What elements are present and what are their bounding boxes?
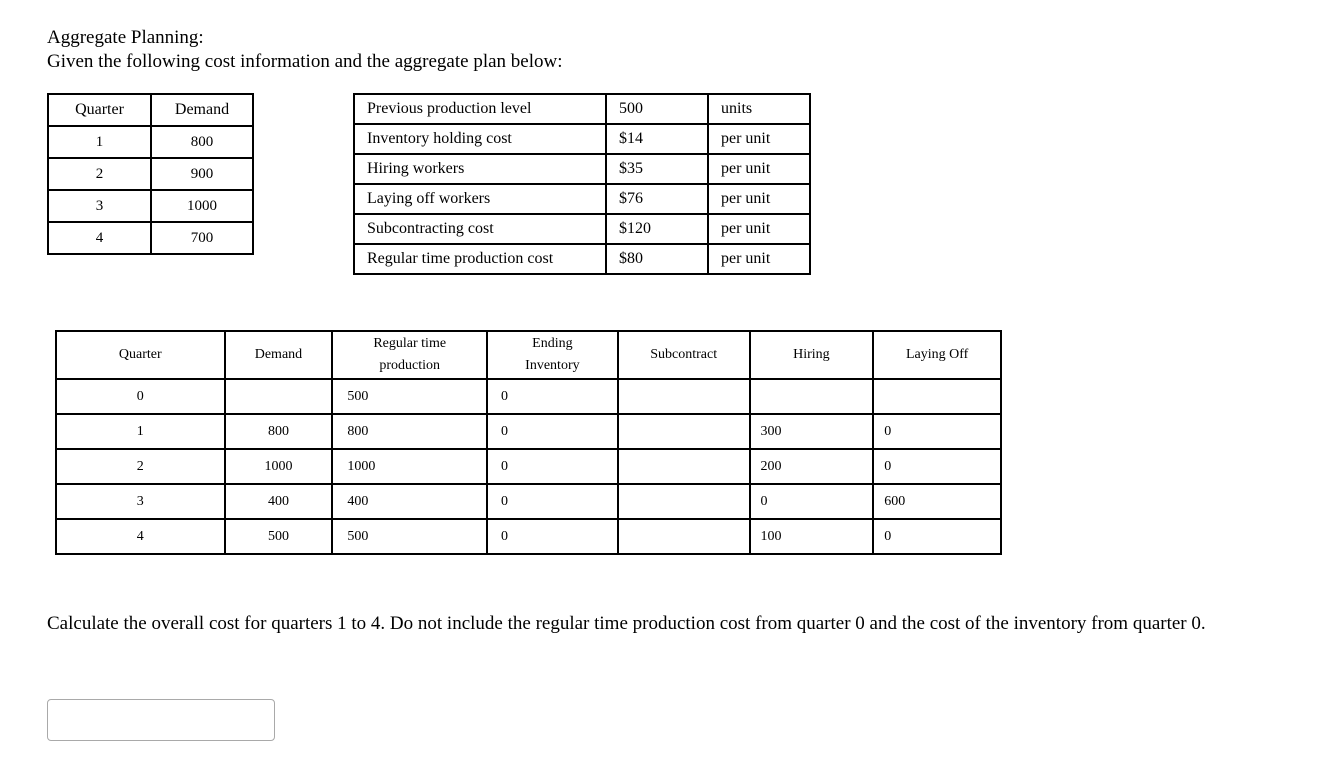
cost-label: Previous production level [354,94,606,124]
header-ending-line-2: Inventory [525,358,580,373]
cell-demand: 500 [225,519,333,554]
cell-hiring [750,379,874,414]
cell-subcontract [618,519,750,554]
header-subcontract: Subcontract [618,331,750,379]
cost-value: $120 [606,214,708,244]
heading-line-2: Given the following cost information and the aggregate plan below: [47,51,563,72]
page-heading [47,26,563,74]
cell-regular-production: 800 [332,414,487,449]
cell-demand [225,379,333,414]
cell-regular-production: 500 [332,379,487,414]
cell-demand: 1000 [225,449,333,484]
cell-quarter: 4 [48,222,151,254]
cost-label: Subcontracting cost [354,214,606,244]
cost-label: Hiring workers [354,154,606,184]
cost-unit: per unit [708,244,810,274]
cost-unit: per unit [708,124,810,154]
question-text: Calculate the overall cost for quarters 1 to 4. Do not include the regular time production cost from quarter 0 and the cost of the inventory from quarter 0. [47,613,1206,634]
cell-regular-production: 500 [332,519,487,554]
header-laying-off: Laying Off [873,331,1001,379]
answer-input[interactable] [47,699,275,741]
cell-ending-inventory: 0 [487,519,618,554]
cell-subcontract [618,484,750,519]
cell-quarter: 2 [48,158,151,190]
cell-ending-inventory: 0 [487,379,618,414]
cost-unit: per unit [708,154,810,184]
cell-demand: 900 [151,158,253,190]
table-row [354,244,810,274]
cell-quarter: 3 [48,190,151,222]
cell-quarter: 0 [56,379,225,414]
header-hiring: Hiring [750,331,874,379]
cell-hiring: 0 [750,484,874,519]
cell-demand: 800 [151,126,253,158]
cell-demand: 400 [225,484,333,519]
cell-regular-production: 1000 [332,449,487,484]
cell-ending-inventory: 0 [487,449,618,484]
cell-laying-off [873,379,1001,414]
cell-subcontract [618,449,750,484]
header-regular-line-1: Regular time [373,336,447,351]
cost-label: Inventory holding cost [354,124,606,154]
cell-demand: 1000 [151,190,253,222]
cell-demand: 800 [225,414,333,449]
cell-quarter: 1 [48,126,151,158]
header-ending-inventory [487,331,618,379]
header-regular-time-production [332,331,487,379]
cost-unit: per unit [708,184,810,214]
header-demand: Demand [225,331,333,379]
table-row [56,414,1001,449]
heading-line-1: Aggregate Planning: [47,27,204,48]
cost-label: Laying off workers [354,184,606,214]
header-quarter: Quarter [56,331,225,379]
cell-laying-off: 0 [873,449,1001,484]
cost-unit: per unit [708,214,810,244]
header-quarter: Quarter [48,94,151,126]
table-header-row [48,94,253,126]
cost-value: $80 [606,244,708,274]
table-row [354,184,810,214]
cell-laying-off: 0 [873,519,1001,554]
table-row [354,94,810,124]
table-row [56,519,1001,554]
header-regular-line-2: production [379,358,441,373]
demand-table [47,93,254,255]
cell-ending-inventory: 0 [487,484,618,519]
header-demand: Demand [151,94,253,126]
cell-quarter: 1 [56,414,225,449]
cost-value: $14 [606,124,708,154]
cost-unit: units [708,94,810,124]
table-row [56,449,1001,484]
table-row [354,124,810,154]
cell-subcontract [618,414,750,449]
table-row [48,222,253,254]
cell-subcontract [618,379,750,414]
table-row [56,379,1001,414]
cell-demand: 700 [151,222,253,254]
table-row [354,214,810,244]
cell-quarter: 4 [56,519,225,554]
table-row [354,154,810,184]
cell-regular-production: 400 [332,484,487,519]
cell-laying-off: 600 [873,484,1001,519]
cell-quarter: 3 [56,484,225,519]
table-row [48,126,253,158]
cost-value: 500 [606,94,708,124]
cell-hiring: 200 [750,449,874,484]
table-row [56,484,1001,519]
cell-quarter: 2 [56,449,225,484]
cost-value: $35 [606,154,708,184]
cost-value: $76 [606,184,708,214]
cost-label: Regular time production cost [354,244,606,274]
aggregate-plan-table [55,330,1002,555]
cell-hiring: 300 [750,414,874,449]
cell-ending-inventory: 0 [487,414,618,449]
cell-laying-off: 0 [873,414,1001,449]
cell-hiring: 100 [750,519,874,554]
table-row [48,190,253,222]
table-row [48,158,253,190]
cost-table [353,93,811,275]
header-ending-line-1: Ending [532,336,573,351]
table-header-row [56,331,1001,379]
